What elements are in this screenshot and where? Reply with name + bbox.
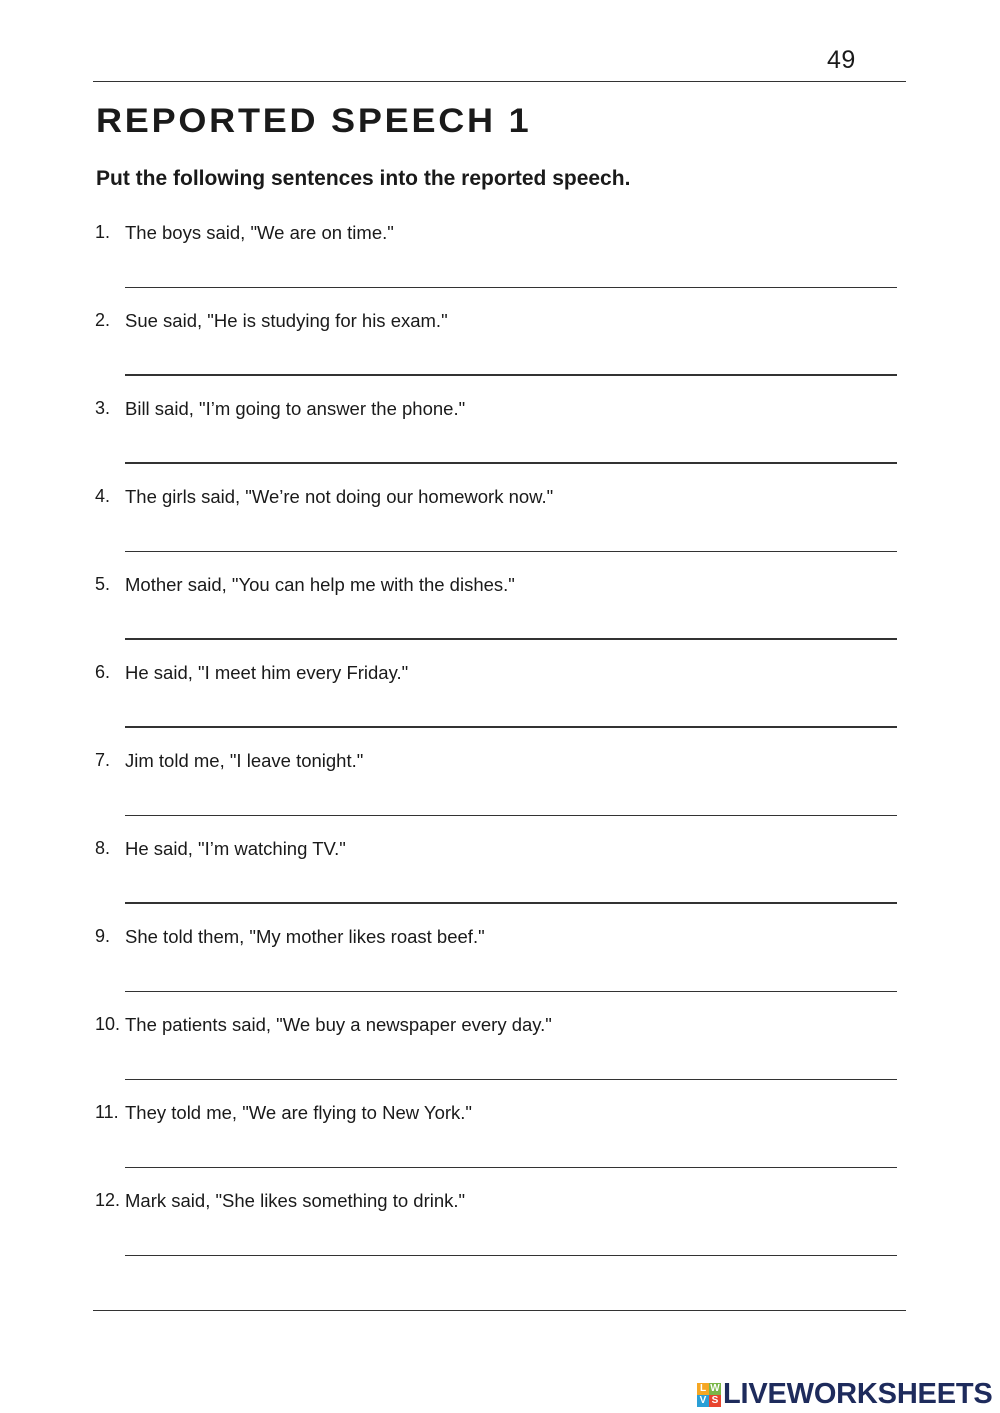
item-number: 10. [95,1014,121,1034]
exercise-item-7 [0,750,1000,838]
item-number: 1. [95,222,111,242]
exercise-item-4 [0,486,1000,574]
answer-line-3[interactable] [125,462,897,464]
item-sentence: He said, "I’m watching TV." [125,838,346,859]
exercise-item-8 [0,838,1000,926]
item-number: 4. [95,486,111,506]
liveworksheets-logo-icon [697,1383,721,1407]
exercise-item-2 [0,310,1000,398]
answer-line-8[interactable] [125,902,897,904]
exercise-item-3 [0,398,1000,486]
item-number: 6. [95,662,111,682]
item-sentence: Mother said, "You can help me with the dishes." [125,574,515,595]
exercise-item-9 [0,926,1000,1014]
logo-tile: W [710,1382,720,1394]
answer-line-7[interactable] [125,815,897,816]
item-sentence: Bill said, "I’m going to answer the phone." [125,398,466,419]
item-sentence: Jim told me, "I leave tonight." [125,750,364,771]
logo-tile: S [709,1395,721,1407]
exercise-item-1 [0,222,1000,310]
answer-line-6[interactable] [125,726,897,728]
item-sentence: Mark said, "She likes something to drink." [125,1190,466,1211]
answer-line-11[interactable] [125,1167,897,1168]
item-sentence: She told them, "My mother likes roast beef." [125,926,485,947]
item-number: 8. [95,838,111,858]
item-sentence: The patients said, "We buy a newspaper every day." [125,1014,552,1035]
exercise-item-6 [0,662,1000,750]
header-divider [93,81,906,82]
exercise-item-11 [0,1102,1000,1190]
item-sentence: Sue said, "He is studying for his exam." [125,310,448,331]
answer-line-2[interactable] [125,374,897,376]
page-number: 49 [827,46,856,74]
exercise-item-12 [0,1190,1000,1278]
item-number: 5. [95,574,111,594]
logo-tile: L [697,1383,709,1395]
exercise-item-5 [0,574,1000,662]
item-number: 12. [95,1190,121,1210]
item-sentence: The girls said, "We’re not doing our homework now." [125,486,554,507]
answer-line-4[interactable] [125,551,897,552]
answer-line-5[interactable] [125,638,897,640]
answer-line-10[interactable] [125,1079,897,1080]
logo-tile: V [697,1395,709,1407]
item-sentence: The boys said, "We are on time." [125,222,394,243]
item-number: 2. [95,310,111,330]
worksheet-title: REPORTED SPEECH 1 [96,102,532,140]
exercise-item-10 [0,1014,1000,1102]
instruction-text: Put the following sentences into the reported speech. [96,167,631,190]
brand-name: LIVEWORKSHEETS [723,1378,993,1410]
answer-line-1[interactable] [125,287,897,288]
liveworksheets-brand[interactable] [697,1378,993,1411]
footer-divider [93,1310,906,1311]
item-sentence: They told me, "We are flying to New York." [125,1102,472,1123]
item-number: 3. [95,398,111,418]
answer-line-9[interactable] [125,991,897,992]
item-number: 7. [95,750,111,770]
item-number: 9. [95,926,111,946]
item-number: 11. [95,1102,119,1122]
answer-line-12[interactable] [125,1255,897,1256]
item-sentence: He said, "I meet him every Friday." [125,662,409,683]
